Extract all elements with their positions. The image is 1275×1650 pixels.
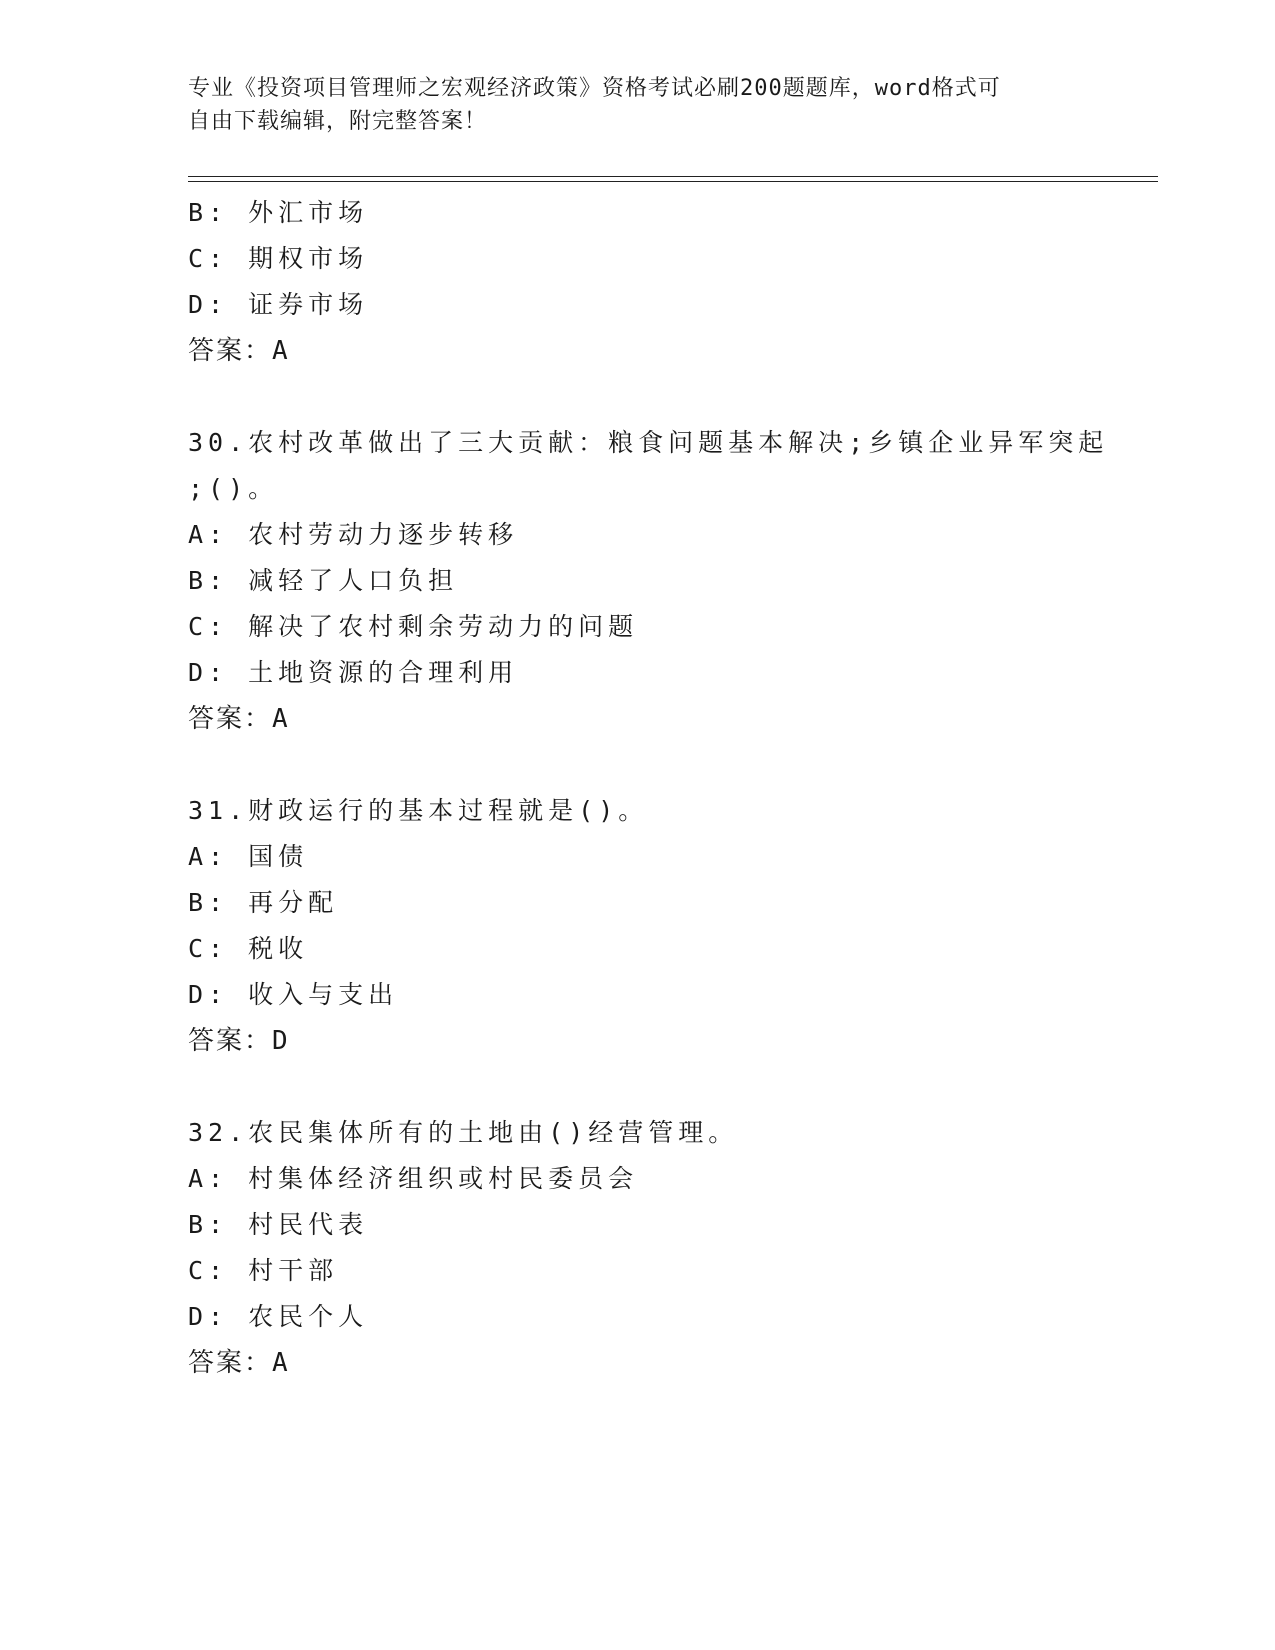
spacer <box>188 374 1088 420</box>
option-a: A: 国债 <box>188 842 309 871</box>
document-header <box>188 72 1088 138</box>
question-stem-continued: ;()。 <box>188 474 279 503</box>
question-30 <box>188 420 1109 742</box>
question-stem: 30.农村改革做出了三大贡献：粮食问题基本解决;乡镇企业异军突起 <box>188 428 1109 457</box>
answer-line: 答案：D <box>188 1026 290 1056</box>
question-list <box>188 190 1109 1386</box>
header-line-1: 专业《投资项目管理师之宏观经济政策》资格考试必刷200题题库，word格式可 <box>188 76 1001 101</box>
answer-line: 答案：A <box>188 704 290 734</box>
question-stem: 31.财政运行的基本过程就是()。 <box>188 796 649 825</box>
option-b: B: 再分配 <box>188 888 339 917</box>
question-31 <box>188 788 1088 1064</box>
option-c: C: 期权市场 <box>188 244 369 273</box>
option-a: A: 农村劳动力逐步转移 <box>188 520 519 549</box>
question-32 <box>188 1110 1088 1386</box>
option-d: D: 土地资源的合理利用 <box>188 658 519 687</box>
option-d: D: 农民个人 <box>188 1302 369 1331</box>
option-c: C: 村干部 <box>188 1256 339 1285</box>
partial-question <box>188 190 1088 374</box>
option-b: B: 减轻了人口负担 <box>188 566 459 595</box>
spacer <box>188 1064 1088 1110</box>
header-rule-top <box>188 176 1158 177</box>
option-c: C: 解决了农村剩余劳动力的问题 <box>188 612 639 641</box>
option-b: B: 村民代表 <box>188 1210 369 1239</box>
option-a: A: 村集体经济组织或村民委员会 <box>188 1164 639 1193</box>
spacer <box>188 742 1088 788</box>
header-rule-bottom <box>188 181 1158 182</box>
question-stem: 32.农民集体所有的土地由()经营管理。 <box>188 1118 739 1147</box>
answer-line: 答案：A <box>188 336 290 366</box>
option-b: B: 外汇市场 <box>188 198 369 227</box>
header-line-2: 自由下载编辑，附完整答案！ <box>188 109 488 134</box>
option-c: C: 税收 <box>188 934 309 963</box>
answer-line: 答案：A <box>188 1348 290 1378</box>
option-d: D: 证券市场 <box>188 290 369 319</box>
option-d: D: 收入与支出 <box>188 980 399 1009</box>
